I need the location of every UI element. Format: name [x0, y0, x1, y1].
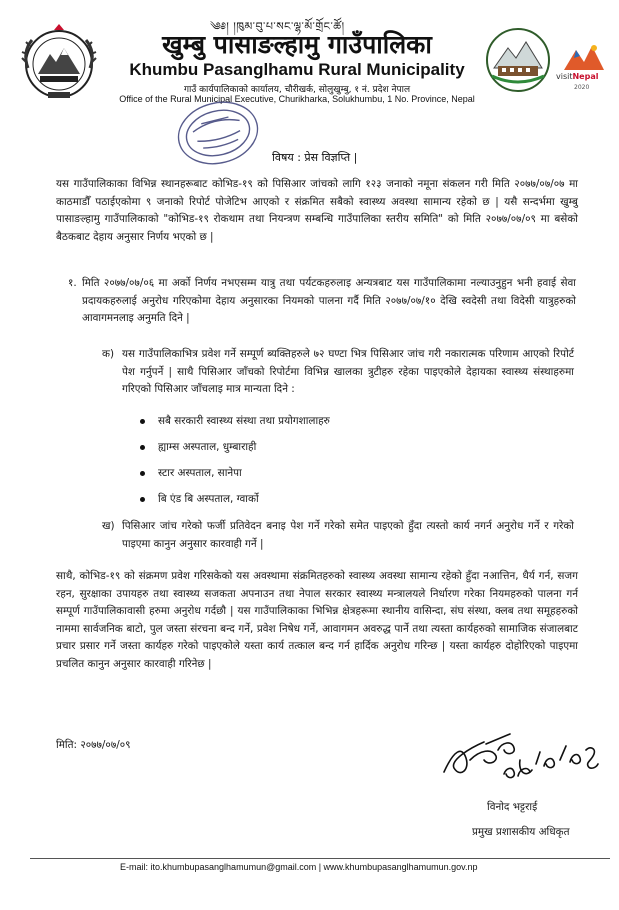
intro-paragraph: यस गाउँपालिकाका विभिन्न स्थानहरूबाट कोभिड-१९ को पिसिआर जांचको लागि १२३ जनाको नमूना संकलन गरी मिति २०७७/०७/०७ मा काठमाडौँ पठाईएकोमा ९ जनाको रिपोर्ट पोजेटिभ आएको र संक्रमित सबैको स्वास्थ्य अवस्था सामान्य रहेको छ | यसै सन्दर्भमा खुम्बु पासाङल्हामु गाउँपालिकाको "कोभिड-१९ रोकथाम तथा नियन्त्रण सम्बन्धि गाउँपालिका स्तरीय समिति" को मिति २०७७/०७/०९ मा बसेको बैठकबाट देहाय अनुसार निर्णय भएको छ |	[56, 178, 578, 243]
visit-word: visit	[556, 72, 573, 81]
office-address-english: Office of the Rural Municipal Executive, Churikharka, Solukhumbu, 1 No. Province, Nepal	[119, 94, 475, 104]
signatory-title: प्रमुख प्रशासकीय अधिकृत	[472, 826, 570, 838]
sub-clause-a	[102, 346, 574, 399]
bullet-icon	[140, 445, 145, 450]
signature-icon	[440, 720, 600, 792]
decision-number: १.	[68, 277, 77, 289]
signatory-name: विनोद भट्टराई	[487, 801, 538, 813]
institution-name: बि एंड बि अस्पताल, ग्वार्को	[158, 493, 259, 505]
footer-contact: E-mail: ito.khumbupasanglhamumun@gmail.com | www.khumbupasanglhamumun.gov.np	[120, 862, 478, 872]
institution-name: स्टार अस्पताल, सानेपा	[158, 467, 242, 479]
visit-nepal-text	[556, 72, 598, 81]
sub-clause-b-label: ख)	[102, 520, 115, 532]
municipality-title-english: Khumbu Pasanglhamu Rural Municipality	[129, 60, 465, 79]
footer-divider	[30, 858, 610, 859]
decision-item-1	[68, 275, 576, 328]
institution-name: सबै सरकारी स्वास्थ्य संस्था तथा प्रयोगशालाहरु	[158, 415, 330, 427]
bullet-icon	[140, 471, 145, 476]
office-stamp-icon	[170, 92, 266, 174]
municipality-title-nepali: खुम्बु पासाङल्हामु गाउँपालिका	[162, 30, 432, 59]
tibetan-header-line: ༄༅། །ཁུམ་བུ་པ་སང་ལྷ་མོ་གྲོང་ཚོ།	[210, 20, 345, 33]
list-item	[140, 465, 560, 491]
recognized-institutions-list	[140, 413, 560, 517]
appeal-paragraph: साथै, कोभिड-१९ को संक्रमण प्रवेश गरिसकेको यस अवस्थामा संक्रमितहरुको स्वास्थ्य अवस्था सामान्य रहेको हुँदा नआत्तिन, धैर्य गर्न, सजग रहन, सुरक्षाका उपायहरु तथा स्वास्थ्य सजकता अपनाउन तथा नेपाल सरकार स्वास्थ्य मन्त्रालयले निर्धारण गरेका नियमहरुको पालना गर्न सम्पूर्ण गाउँपालिकावासी हरुमा अनुरोध गर्दछौ | यस गाउँपालिकाका भिभिन्न क्षेत्रहरूमा स्थानीय वासिन्दा, संघ संस्था, क्लब तथा समूहहरुको नाममा सार्वजनिक बाटो, पुल जस्ता संरचना बन्द गर्ने, प्रवेश निषेध गर्ने, आवागमन अवरुद्ध पार्ने तथा त्यस्ता कार्यहरुको सामाजिक संजालबाट प्रचार प्रसार गर्ने जस्ता कार्यहरु गरेको पाइएकोले यस्ता कार्य तत्काल बन्द गर्न हार्दिक अनुरोध गरिन्छ | यस्ता कार्यहरु दोहोरिएको पाइएमा प्रचलित कानुन अनुसार कारवाही गरिनेछ |	[56, 570, 578, 670]
decision-text: मिति २०७७/०७/०६ मा अर्को निर्णय नभएसम्म यात्रु तथा पर्यटकहरुलाइ अन्यत्रबाट यस गाउँपालिकामा नल्याउनुहुन भनी हवाई सेवा प्रदायकहरुलाई अनुरोध गरिएकोमा देहाय अनुसारका नियमको पालना गर्दै मिति २०७७/०७/१० देखि स्वदेसी तथा विदेसी यात्रुहरुको आवागमनलाइ अनुमति दिने |	[82, 277, 576, 324]
list-item	[140, 491, 560, 517]
sub-clause-a-label: क)	[102, 348, 115, 360]
list-item	[140, 413, 560, 439]
village-logo-icon	[484, 26, 552, 94]
subject-line: विषय : प्रेस विज्ञप्ति |	[272, 151, 358, 164]
sub-clause-b	[102, 518, 574, 553]
institution-name: ह्याम्स अस्पताल, धुम्बाराही	[158, 441, 257, 453]
bullet-icon	[140, 419, 145, 424]
issue-date: मिति: २०७७/०७/०९	[56, 739, 131, 751]
list-item	[140, 439, 560, 465]
office-address-nepali: गाउँ कार्यपालिकाको कार्यालय, चौरीखर्क, सोलुखुम्बु, १ नं. प्रदेश नेपाल	[183, 85, 411, 95]
nepal-word: Nepal	[572, 72, 599, 81]
visit-nepal-year: 2020	[574, 84, 590, 91]
municipality-emblem-icon	[18, 22, 100, 104]
sub-clause-b-text: पिसिआर जांच गरेको फर्जी प्रतिवेदन बनाइ पेश गर्ने गरेको समेत पाइएको हुँदा त्यस्तो कार्य नगर्न अनुरोध गर्ने र गरेको पाइएमा कानुन अनुसार कारवाही गर्ने |	[122, 520, 574, 550]
bullet-icon	[140, 497, 145, 502]
sub-clause-a-text: यस गाउँपालिकाभित्र प्रवेश गर्ने सम्पूर्ण ब्यक्तिहरुले ७२ घण्टा भित्र पिसिआर जांच गरी नकारात्मक परिणाम आएको रिपोर्ट पेश गर्नुपर्ने | साथै पिसिआर जाँचको रिपोर्टमा विभिन्न खालका त्रुटीहरु रहेका पाइएकोले देहायका स्वास्थ्य संस्थाहरुमा गरिएको पिसिआर जाँचलाइ मात्र मान्यता दिने :	[122, 348, 574, 395]
